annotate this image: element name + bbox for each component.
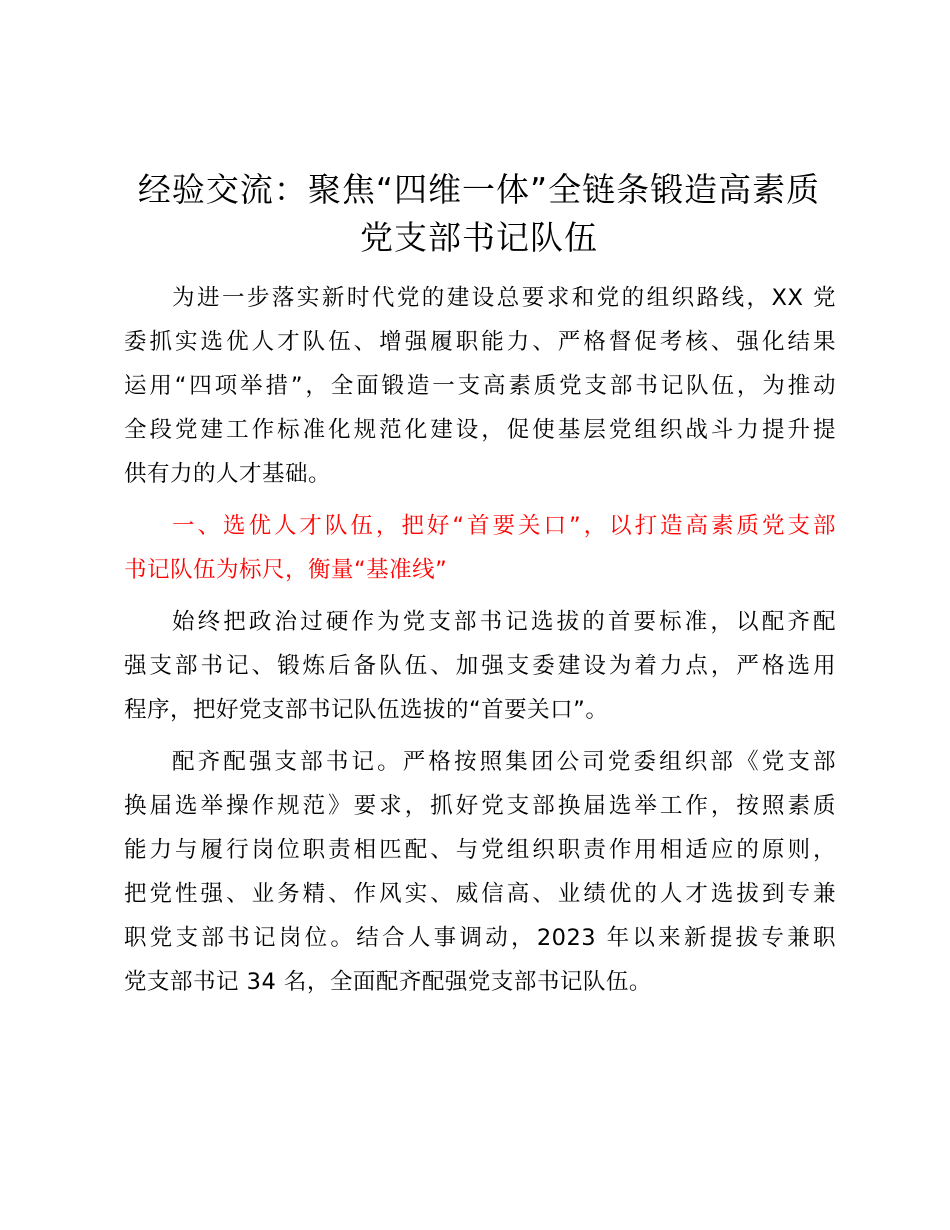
section-heading-line: 书记队伍为标尺，衡量“基准线” [124, 557, 448, 583]
body-paragraph-line: 配齐配强支部书记。严格按照集团公司党委组织部《党支部 [172, 749, 836, 775]
body-paragraph-line: 程序，把好党支部书记队伍选拔的“首要关口”。 [124, 697, 609, 723]
intro-paragraph-line: 为进一步落实新时代党的建设总要求和党的组织路线，XX 党 [172, 285, 836, 311]
intro-paragraph-line: 委抓实选优人才队伍、增强履职能力、严格督促考核、强化结果 [124, 329, 836, 355]
document-title-line-2: 党支部书记队伍 [360, 218, 598, 257]
section-heading-line: 一、选优人才队伍，把好“首要关口”，以打造高素质党支部 [172, 513, 836, 539]
document-title-line-1: 经验交流：聚焦“四维一体”全链条锻造高素质 [137, 170, 821, 209]
body-paragraph-line: 党支部书记 34 名，全面配齐配强党支部书记队伍。 [124, 969, 652, 995]
intro-paragraph-line: 全段党建工作标准化规范化建设，促使基层党组织战斗力提升提 [124, 417, 836, 443]
intro-paragraph-line: 运用“四项举措”，全面锻造一支高素质党支部书记队伍，为推动 [124, 373, 836, 399]
body-paragraph-line: 始终把政治过硬作为党支部书记选拔的首要标准，以配齐配 [172, 609, 836, 635]
body-paragraph-line: 换届选举操作规范》要求，抓好党支部换届选举工作，按照素质 [124, 793, 836, 819]
body-paragraph-line: 强支部书记、锻炼后备队伍、加强支委建设为着力点，严格选用 [124, 653, 836, 679]
body-paragraph-line: 职党支部书记岗位。结合人事调动，2023 年以来新提拔专兼职 [124, 925, 836, 951]
body-paragraph-line: 能力与履行岗位职责相匹配、与党组织职责作用相适应的原则， [124, 837, 836, 863]
body-paragraph-line: 把党性强、业务精、作风实、威信高、业绩优的人才选拔到专兼 [124, 881, 836, 907]
intro-paragraph-line: 供有力的人才基础。 [124, 461, 332, 487]
